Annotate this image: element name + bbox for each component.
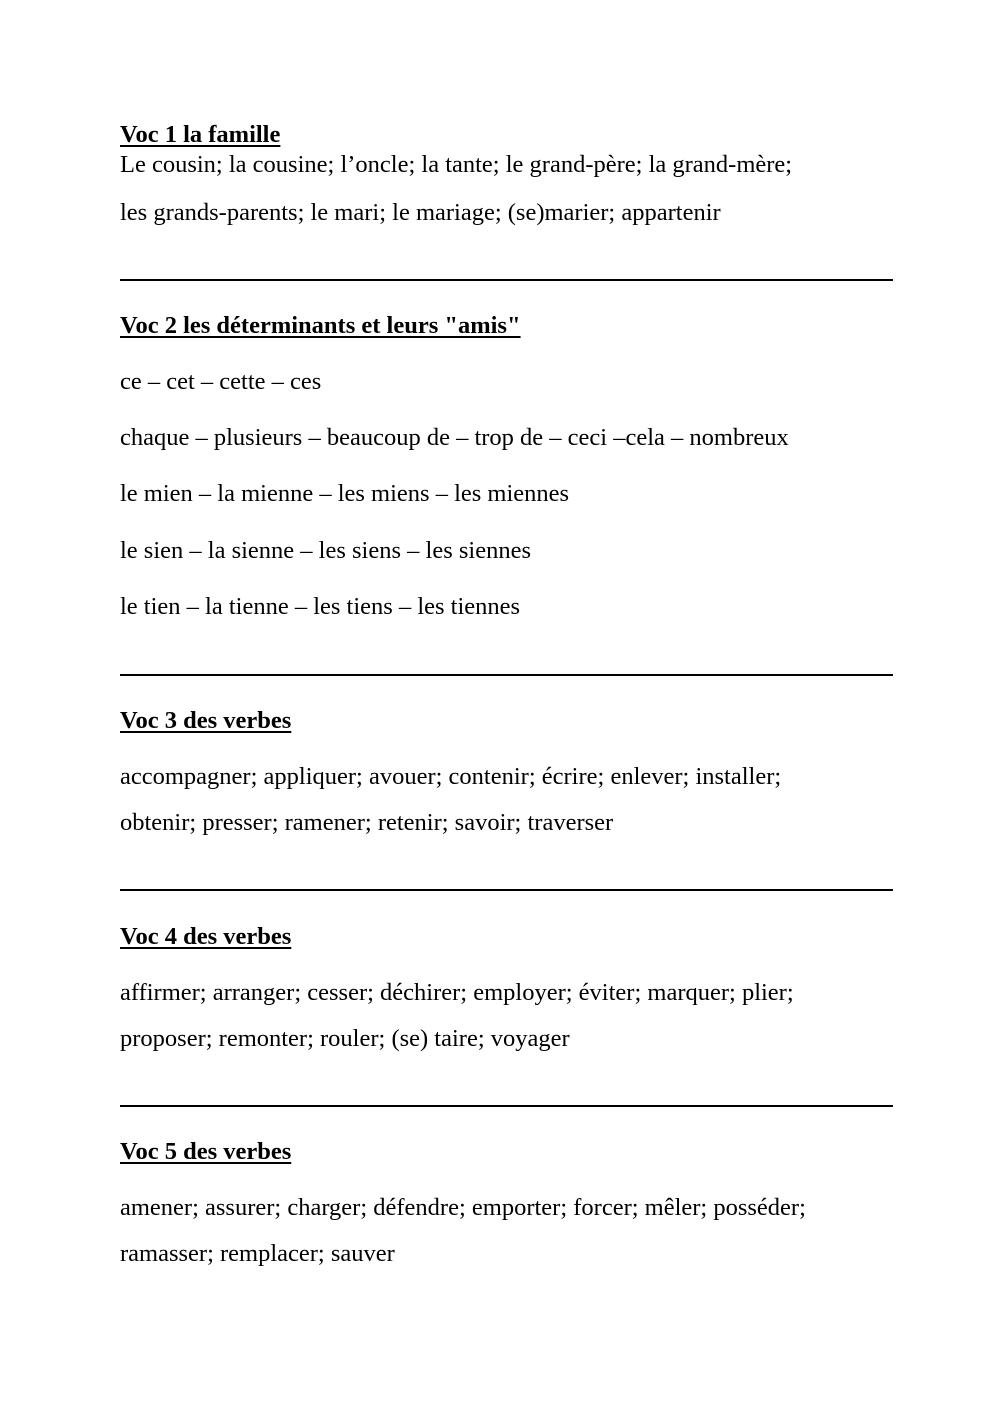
section-divider-4 [120, 1105, 893, 1107]
section-2-title: Voc 2 les déterminants et leurs "amis" [120, 312, 521, 339]
section-4-line-1: affirmer; arranger; cesser; déchirer; employer; éviter; marquer; plier; [120, 979, 794, 1006]
section-2-line-5: le tien – la tienne – les tiens – les tiennes [120, 593, 521, 620]
section-2-line-3: le mien – la mienne – les miens – les miennes [120, 480, 570, 507]
section-3-line-1: accompagner; appliquer; avouer; contenir; écrire; enlever; installer; [120, 763, 782, 790]
section-divider-2 [120, 674, 893, 676]
section-1-line-2: les grands-parents; le mari; le mariage; (se)marier; appartenir [120, 199, 721, 226]
section-5-line-2: ramasser; remplacer; sauver [120, 1240, 395, 1267]
section-4-title: Voc 4 des verbes [120, 923, 292, 950]
section-divider-1 [120, 279, 893, 281]
section-2-line-4: le sien – la sienne – les siens – les siennes [120, 537, 531, 564]
section-5-title: Voc 5 des verbes [120, 1138, 292, 1165]
section-2-line-2: chaque – plusieurs – beaucoup de – trop de – ceci –cela – nombreux [120, 424, 789, 451]
section-3-line-2: obtenir; presser; ramener; retenir; savoir; traverser [120, 809, 614, 836]
section-5-line-1: amener; assurer; charger; défendre; emporter; forcer; mêler; posséder; [120, 1194, 806, 1221]
section-divider-3 [120, 889, 893, 891]
section-4-line-2: proposer; remonter; rouler; (se) taire; voyager [120, 1025, 570, 1052]
section-1-line-1: Le cousin; la cousine; l’oncle; la tante; le grand-père; la grand-mère; [120, 151, 793, 178]
section-1-title: Voc 1 la famille [120, 121, 281, 148]
section-2-line-1: ce – cet – cette – ces [120, 368, 322, 395]
section-3-title: Voc 3 des verbes [120, 707, 292, 734]
